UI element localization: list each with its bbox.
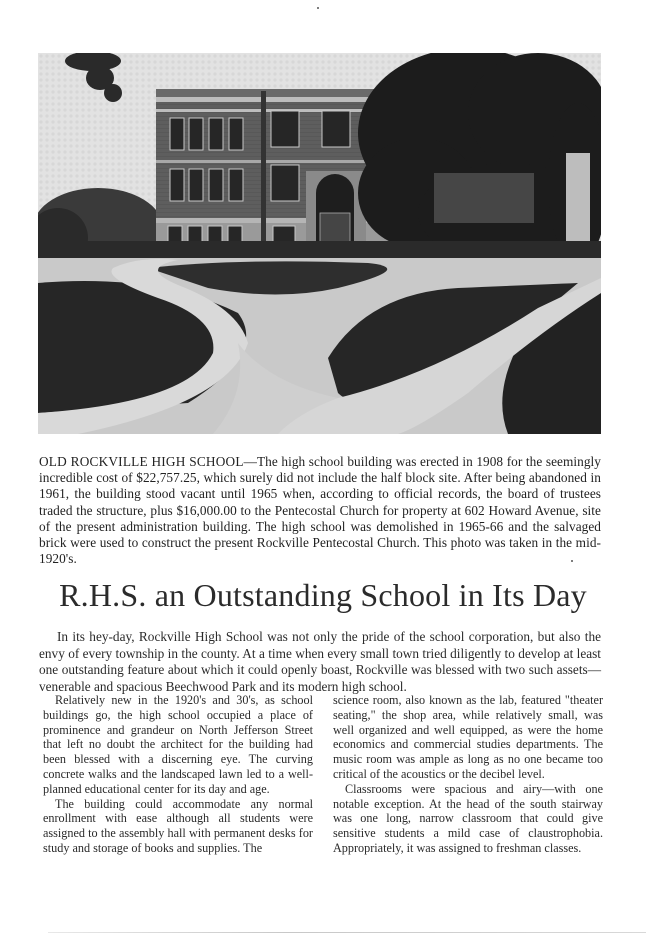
- article-column-left: [43, 693, 313, 856]
- article-intro: In its hey-day, Rockville High School was not only the pride of the school corporation, but also the envy of every township in the county. At a time when every small town tried diligently to develop at least one outstanding feature about which it could openly boast, Rockville was blessed with two such assets—venerable and spacious Beechwood Park and its modern high school.: [39, 629, 601, 694]
- arched-entrance: [306, 171, 366, 251]
- paragraph: Classrooms were spacious and airy—with one notable exception. At the head of the south stairway was one long, narrow classroom that could give sensitive students a mild case of claustrophobia. Appropriately, it was assigned to freshman classes.: [333, 781, 603, 855]
- page-edge-rule: [48, 932, 646, 933]
- article-headline: R.H.S. an Outstanding School in Its Day: [59, 577, 587, 613]
- paragraph: Relatively new in the 1920's and 30's, as school buildings go, the high school occupied a place of prominence and grandeur on North Jefferson Street that left no doubt the architect for the building had been blessed with a discerning eye. The curving concrete walks and the landscaped lawn led to a well-planned educational center for its day and age.: [43, 693, 313, 796]
- caption-text: —The high school building was erected in 1908 for the seemingly incredible cost of $22,757.25, which surely did not include the half block site. After being abandoned in 1961, the building stood vacant until 1965 when, according to official records, the board of trustees traded the structure, plus $16,000.00 to the Pentecostal Church for property at 602 Howard Avenue, site of the present administration building. The high school was demolished in 1965-66 and the salvaged brick were used to construct the present Rockville Pentecostal Church. This photo was taken in the mid-1920's.: [39, 454, 601, 567]
- article-column-right: [333, 693, 603, 856]
- scan-speck: [317, 7, 319, 9]
- photo-caption: [39, 454, 601, 567]
- shrubs: [38, 241, 601, 259]
- photo-illustration: [38, 53, 601, 434]
- paragraph: The building could accommodate any normal enrollment with ease although all students were assigned to the assembly hall with permanent desks for study and storage of books and supplies. The: [43, 796, 313, 855]
- tree-right: [358, 53, 601, 263]
- school-photograph: [38, 53, 601, 434]
- caption-lead: OLD ROCKVILLE HIGH SCHOOL: [39, 454, 244, 469]
- paragraph: science room, also known as the lab, featured "theater seating," the shop area, while relatively small, was well organized and well equipped, as were the home economics and commercial studies departments. The music room was ample as long as no one became too critical of the acoustics or the decibel level.: [333, 693, 603, 781]
